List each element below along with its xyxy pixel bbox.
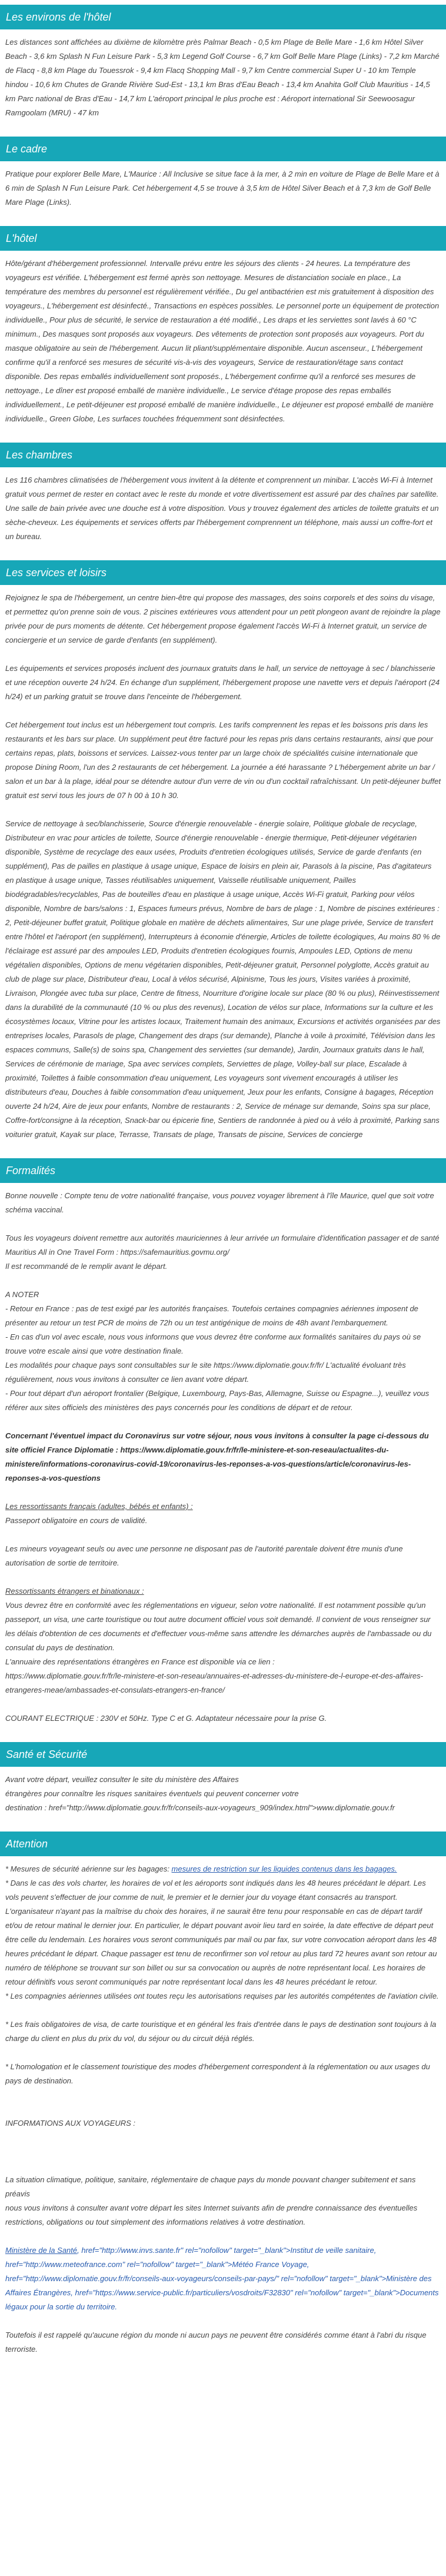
traveler-info-title: INFORMATIONS AUX VOYAGEURS : (5, 2119, 136, 2128)
health-line-1: Avant votre départ, veuillez consulter le site du ministère des Affaires (5, 1775, 239, 1784)
health-line-2: étrangères pour connaître les risques sanitaires éventuels qui peuvent concerner votre (5, 1789, 299, 1798)
foreign-nationals-heading: Ressortissants étrangers et binationaux : (5, 1587, 144, 1596)
note-return-france: - Retour en France : pas de test exigé par les autorités françaises. Toutefois certaines compagnies aériennes imposent de présenter au retour un test PCR de moins de 72h ou un test antigénique de moins de 48h avant l'embarquement. (5, 1304, 418, 1327)
travel-form-recommendation: Il est recommandé de le remplir avant le départ. (5, 1262, 168, 1271)
section-header-hotel: L'hôtel (0, 226, 446, 251)
section-header-cadre: Le cadre (0, 137, 446, 161)
minors-requirement: Les mineurs voyageant seuls ou avec une personne ne disposant pas de l'autorité parentale doivent être munis d'une autorisation de sortie de territoire. (5, 1544, 403, 1567)
airlines-authorization-text: * Les compagnies aériennes utilisées ont toutes reçu les autorisations requises par les autorités compétentes de l'aviation civile. (5, 1992, 439, 2000)
good-news-text: Bonne nouvelle : Compte tenu de votre nationalité française, vous pouvez voyager librement à l'île Maurice, quel que soit votre schéma vaccinal. (5, 1191, 434, 1214)
travel-form-text: Tous les voyageurs doivent remettre aux autorités mauriciennes à leur arrivée un formulaire d'identification passager et de santé Mauritius All in One Travel Form : https://safemauritius.govmu.org/ (5, 1234, 440, 1257)
amenities-text: Les équipements et services proposés incluent des journaux gratuits dans le hall, un service de nettoyage à sec / blanchisserie et une réception ouverte 24 h/24. En échange d'un supplément, l'hébergement propose une navette vers et depuis l'aéroport (24 h/24) et un parking gratuit se trouve dans l'enceinte de l'hébergement. (5, 664, 440, 701)
note-stopover: - En cas d'un vol avec escale, nous vous informons que vous devrez être conforme aux formalités sanitaires du pays où se trouve votre escale ainsi que votre destination finale. (5, 1332, 421, 1355)
embassy-directory-intro: L'annuaire des représentations étrangères en France est disponible via ce lien : (5, 1657, 275, 1666)
coronavirus-notice: Concernant l'éventuel impact du Coronavirus sur votre séjour, nous vous invitons à consulter la page ci-dessous du site officiel France Diplomatie : https://www.diplomatie.gouv.fr/fr/le-ministere-et-son-reseau/actualites-du-ministere/informations-coronavirus-covid-19/coronavirus-les-reponses-a-vos-questions/article/coronavirus-les-reponses-a-vos-questions (5, 1431, 429, 1483)
embassy-directory-url: https://www.diplomatie.gouv.fr/fr/le-ministere-et-son-reseau/annuaires-et-adresses-du-ministere-de-l-europe-et-des-affaires-etrangeres-meae/ambassades-et-consulats-etrangers-en-france/ (5, 1671, 423, 1694)
section-body-cadre (0, 167, 446, 210)
french-nationals-heading-row (5, 1500, 441, 1514)
section-header-sante: Santé et Sécurité (0, 1742, 446, 1767)
official-sites-row (5, 2243, 441, 2314)
rooms-text: Les 116 chambres climatisées de l'hébergement vous invitent à la détente et comprennent un minibar. L'accès Wi-Fi à Internet gratuit vous permet de rester en contact avec le reste du monde et votre divertissement est assuré par des chaînes par satellite. Une salle de bain privée avec une douche est à votre disposition. Vous y trouvez également des articles de toilette gratuits et un sèche-cheveux. Les équipements et services offerts par l'hébergement comprennent un téléphone, mais aussi un coffre-fort et un bureau. (5, 476, 439, 541)
section-body-attention (0, 1862, 446, 2356)
situation-line-2: nous vous invitons à consulter avant votre départ les sites Internet suivants afin de prendre connaissance des éventuelles restrictions, obligations ou tout simplement des informations relatives à votre destination. (5, 2203, 418, 2226)
note-border-airport: - Pour tout départ d'un aéroport frontalier (Belgique, Luxembourg, Pays-Bas, Allemagne, Suisse ou Espagne...), veuillez vous référer aux sites officiels des ministères des pays concernés pour les conditions de départ et de retour. (5, 1389, 430, 1412)
foreign-nationals-heading-row (5, 1584, 441, 1598)
distances-text: Les distances sont affichées au dixième de kilomètre près Palmar Beach - 0,5 km Plage de Belle Mare - 1,6 km Hôtel Silver Beach - 3,6 km Splash N Fun Leisure Park - 5,3 km Legend Golf Course - 6,7 km Golf Belle Mare Plage (Links) - 7,2 km Marché de Flacq - 8,8 km Plage du Touessrok - 9,4 km Flacq Shopping Mall - 9,7 km Centre commercial Super U - 10 km Temple hindou - 10,6 km Chutes de Grande Rivière Sud-Est - 13,1 km Bras d'Eau Beach - 13,4 km Anahita Golf Club Mauritius - 14,5 km Parc national de Bras d'Eau - 14,7 km L'aéroport principal le plus proche est : Aéroport international Sir Seewoosagur Ramgoolam (MRU) - 47 km (5, 38, 440, 117)
charter-flights-text: * Dans le cas des vols charter, les horaires de vol et les aéroports sont indiqués dans les 48 heures précédant le départ. Les vols peuvent s'effectuer de jour comme de nuit, le premier et le dernier jour du voyage étant consacrés au transport. L'organisateur n'ayant pas la maîtrise du choix des horaires, il ne saurait être tenu pour responsable en cas de départ tardif et/ou de retour matinal le dernier jour. En particulier, le départ pouvant avoir lieu tard en soirée, la date effective de départ peut être celle du lendemain. Les horaires vous seront communiqués par mail ou par fax, sur votre convocation aéroport dans les 48 heures précédant le départ. Chaque passager est tenu de reconfirmer son vol retour au plus tard 72 heures avant son retour au numéro de téléphone se trouvant sur son billet ou sur sa convocation ou auprès de notre représentant local. Les horaires de retour définitifs vous seront communiqués par notre représentant local dans les 48 heures précédant le retour. (5, 1879, 437, 1986)
section-body-sante (0, 1773, 446, 1815)
section-header-chambres: Les chambres (0, 443, 446, 467)
visa-fees-text: * Les frais obligatoires de visa, de carte touristique et en général les frais d'entrée dans le pays de destination sont toujours à la charge du client en plus du prix du vol, du séjour ou du circuit déjà réglés. (5, 2020, 437, 2043)
electric-current-info: COURANT ELECTRIQUE : 230V et 50Hz. Type C et G. Adaptateur nécessaire pour la prise G. (5, 1714, 327, 1723)
foreign-nationals-text: Vous devrez être en conformité avec les réglementations en vigueur, selon votre nationalité. Il est notamment possible qu'un passeport, un visa, une carte touristique ou tout autre document officiel vous soit demandé. Il convient de vous renseigner sur les délais d'obtention de ces documents et d'effectuer vous-même sans attendre les démarches auprès de l'ambassade ou du consulat du pays de destination. (5, 1601, 432, 1652)
section-header-environs: Les environs de l'hôtel (0, 5, 446, 29)
section-body-services (0, 591, 446, 1142)
section-header-services: Les services et loisirs (0, 560, 446, 585)
passport-requirement: Passeport obligatoire en cours de validité. (5, 1516, 148, 1525)
french-nationals-heading: Les ressortissants français (adultes, bébés et enfants) : (5, 1502, 193, 1511)
setting-text: Pratique pour explorer Belle Mare, L'Maurice : All Inclusive se situe face à la mer, à 2 min en voiture de Plage de Belle Mare et à 6 min de Splash N Fun Leisure Park. Cet hébergement 4,5 se trouve à 3,5 km de Hôtel Silver Beach et à 7,3 km de Golf Belle Mare Plage (Links). (5, 169, 440, 207)
homologation-text: * L'homologation et le classement touristique des modes d'hébergement correspondent à la réglementation ou aux usages du pays de destination. (5, 2062, 430, 2085)
official-sites-links[interactable]: , href="http://www.invs.sante.fr" rel="nofollow" target="_blank">Institut de veille sanitaire, href="http://www.meteofrance.com" rel="nofollow" target="_blank">Météo France Voyage, href="http://www.diplomatie.gouv.fr/fr/conseils-aux-voyageurs/conseils-par-pays/" rel="nofollow" target="_blank">Ministère des Affaires Étrangères, href="https://www.service-public.fr/particuliers/vosdroits/F32830" rel="nofollow" target="_blank">Documents légaux pour la sortie du territoire. (5, 2246, 439, 2311)
luggage-security-text: * Mesures de sécurité aérienne sur les bagages: (5, 1864, 172, 1873)
luggage-security-row (5, 1862, 441, 1876)
section-header-formalites: Formalités (0, 1158, 446, 1183)
section-body-formalites (0, 1189, 446, 1726)
note-title: A NOTER (5, 1290, 39, 1299)
situation-line-1: La situation climatique, politique, sanitaire, réglementaire de chaque pays du monde pouvant changer subitement et sans préavis (5, 2175, 416, 2198)
section-body-environs (0, 35, 446, 120)
ministry-health-link[interactable]: Ministère de la Santé (5, 2246, 78, 2255)
health-line-3: destination : href="http://www.diplomatie.gouv.fr/fr/conseils-aux-voyageurs_909/index.html">www.diplomatie.gouv.fr (5, 1803, 395, 1812)
services-list: Service de nettoyage à sec/blanchisserie, Source d'énergie renouvelable - énergie solaire, Politique globale de recyclage, Distributeur en vrac pour articles de toilette, Source d'énergie renouvelable - énergie thermique, Petit-déjeuner végétarien disponible, Système de recyclage des eaux usées, Produits d'entretien écologiques utilisés, Service de garde d'enfants (en supplément), Pas de pailles en plastique à usage unique, Espace de loisirs en plein air, Parasols à la piscine, Pas d'agitateurs en plastique à usage unique, Tasses réutilisables uniquement, Vaisselle réutilisable uniquement, Pailles biodégradables/recyclables, Pas de bouteilles d'eau en plastique à usage unique, Accès Wi-Fi gratuit, Parking pour vélos disponible, Nombre de bars/salons : 1, Espaces fumeurs prévus, Nombre de bars de plage : 1, Nombre de piscines extérieures : 2, Petit-déjeuner buffet gratuit, Politique globale en matière de déchets alimentaires, Sur une plage privée, Service de transfert entre l'hôtel et l'aéroport (en supplément), Interrupteurs à économie d'énergie, Articles de toilette écologiques, Au moins 80 % de l'éclairage est assuré par des ampoules LED, Produits d'entretien écologiques fournis, Ampoules LED, Options de menu végétalien disponibles, Options de menu végétarien disponibles, Petit-déjeuner gratuit, Personnel polyglotte, Accès gratuit au club de plage sur place, Distributeur d'eau, Local à vélos sécurisé, Alpinisme, Tous les jours, Visites variées à proximité, Livraison, Plongée avec tuba sur place, Centre de fitness, Nourriture d'origine locale sur place (80 % ou plus), Réinvestissement dans la durabilité de la communauté (10 % ou plus des revenus), Location de vélos sur place, Informations sur la culture et les écosystèmes locaux, Vitrine pour les artistes locaux, Traitement humain des animaux, Excursions et activités organisées par des entreprises locales, Parasols de plage, Changement des draps (sur demande), Planche à voile à proximité, Télévision dans les espaces communs, Salle(s) de soins spa, Changement des serviettes (sur demande), Jardin, Journaux gratuits dans le hall, Services de cérémonie de mariage, Spa avec services complets, Serviettes de plage, Volley-ball sur place, Escalade à proximité, Toilettes à faible consommation d'eau uniquement, Les voyageurs sont vivement encouragés à utiliser les distributeurs d'eau, Douches à faible consommation d'eau uniquement, Jeux pour les enfants, Consigne à bagages, Réception ouverte 24 h/24, Aire de jeux pour enfants, Nombre de restaurants : 2, Service de ménage sur demande, Soins spa sur place, Coffre-fort/consigne à la réception, Snack-bar ou épicerie fine, Sentiers de randonnée à pied ou à vélo à proximité, Parking sans voiturier gratuit, Kayak sur place, Terrasse, Transats de plage, Transats de piscine, Services de concierge (5, 819, 441, 1139)
spa-pools-text: Rejoignez le spa de l'hébergement, un centre bien-être qui propose des massages, des soins corporels et des soins du visage, et permettez qu'on prenne soin de vous. 2 piscines extérieures vous attendent pour un petit plongeon avant de rejoindre la plage privée pour de purs moments de détente. Cet hébergement propose également l'accès Wi-Fi à Internet gratuit, un service de conciergerie et un service de garde d'enfants (en supplément). (5, 593, 441, 644)
hotel-measures-text: Hôte/gérant d'hébergement professionnel. Intervalle prévu entre les séjours des clients - 24 heures. La température des voyageurs est vérifiée. L'hébergement est fermé après son nettoyage. Mesures de distanciation sociale en place., La température des membres du personnel est régulièrement vérifiée., Du gel antibactérien est mis gratuitement à disposition des voyageurs., L'hébergement est désinfecté., Transactions en espèces possibles. Le personnel porte un équipement de protection individuelle., Pour plus de sécurité, le service de restauration a été modifié., Les draps et les serviettes sont lavés à 60 °C minimum., Des masques sont proposés aux voyageurs. Des vêtements de protection sont proposés aux voyageurs. Port du masque obligatoire au sein de l'hébergement. Aucun lit pliant/supplémentaire disponible. Aucun ascenseur., L'hébergement confirme qu'il a renforcé ses mesures de sécurité vis-à-vis des voyageurs, Service de restauration/étage sans contact disponible. Des repas emballés individuellement sont proposés., L'hébergement confirme qu'il a renforcé ses mesures de nettoyage., Le dîner est proposé emballé de manière individuelle., Le service d'étage propose des repas emballés individuellement., Le petit-déjeuner est proposé emballé de manière individuelle., Le déjeuner est proposé emballé de manière individuelle., Green Globe, Les surfaces touchées fréquemment sont désinfectées. (5, 259, 440, 423)
section-body-hotel (0, 257, 446, 426)
terrorism-warning: Toutefois il est rappelé qu'aucune région du monde ni aucun pays ne peuvent être considérés comme étant à l'abri du risque terroriste. (5, 2331, 427, 2354)
section-header-attention: Attention (0, 1832, 446, 1856)
note-modalities: Les modalités pour chaque pays sont consultables sur le site https://www.diplomatie.gouv.fr/fr/ L'actualité évoluant très régulièrement, nous vous invitons à consulter ce lien avant votre départ. (5, 1361, 406, 1384)
liquid-restrictions-link[interactable]: mesures de restriction sur les liquides contenus dans les bagages. (171, 1864, 397, 1873)
section-body-chambres (0, 473, 446, 544)
all-inclusive-text: Cet hébergement tout inclus est un hébergement tout compris. Les tarifs comprennent les repas et les boissons pris dans les restaurants et les bars sur place. Un supplément peut être facturé pour les repas pris dans certains restaurants, ainsi que pour certains repas, plats, boissons et services. Laissez-vous tenter par un large choix de spécialités cuisine internationale que propose Dining Room, l'un des 2 restaurants de cet hébergement. La journée a été harassante ? L'hébergement abrite un bar / salon et un bar à la plage, idéal pour se détendre autour d'un verre de vin ou d'un cocktail rafraîchissant. Un petit-déjeuner buffet gratuit est servi tous les jours de 07 h 00 à 10 h 30. (5, 720, 441, 800)
